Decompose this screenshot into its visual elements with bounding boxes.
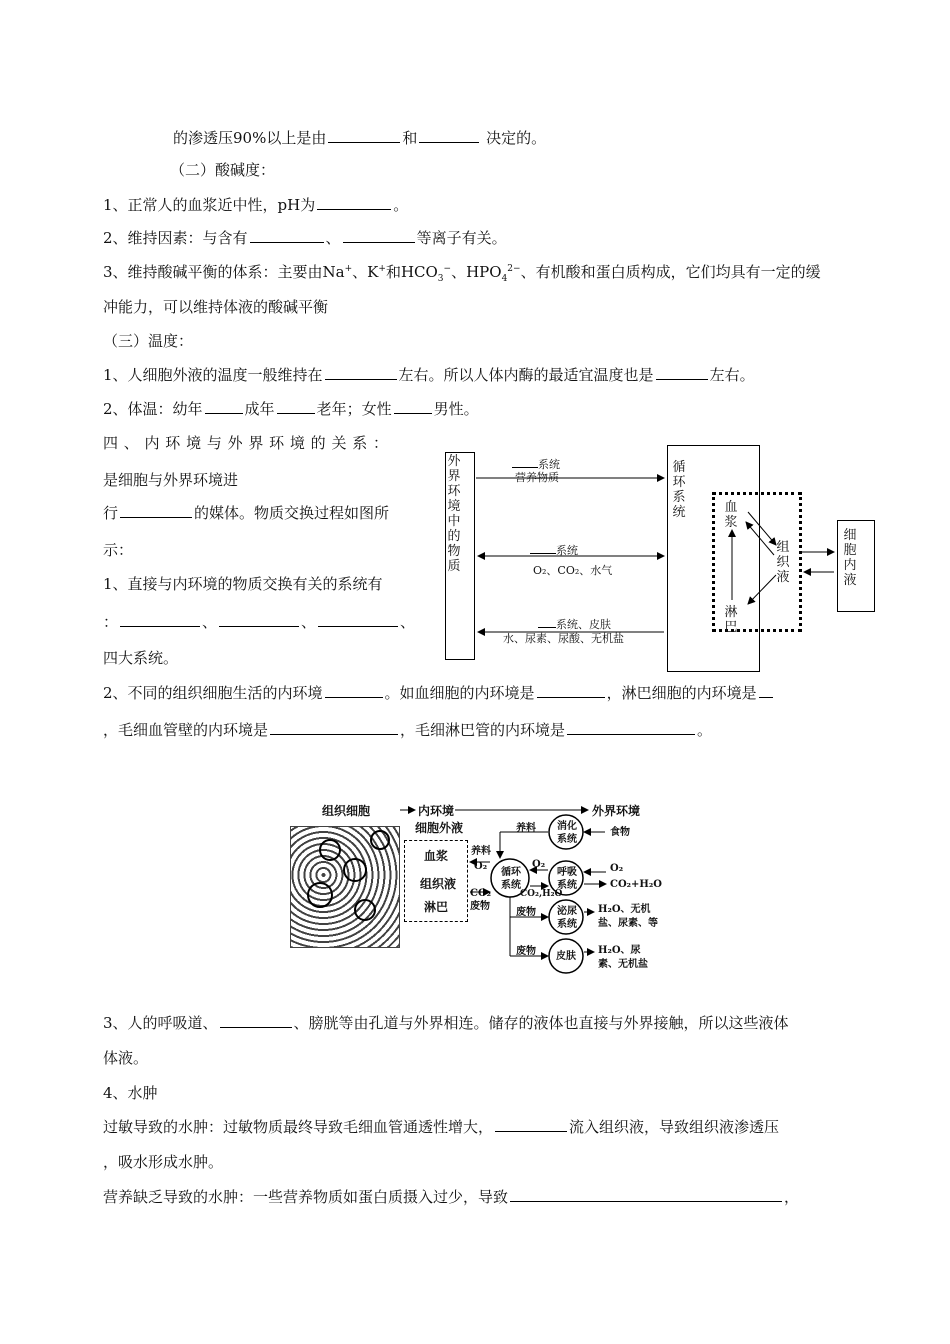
- text-nutrition-edema: 营养缺乏导致的水肿：一些营养物质如蛋白质摄入过少，导致 ，: [103, 1188, 800, 1206]
- o2-right-label: O₂: [610, 863, 624, 874]
- text-environments-2: ，毛细血管壁的内环境是 ，毛细淋巴管的内环境是 。: [103, 721, 713, 739]
- text-osmotic-pressure: 的渗透压90%以上是由 和 决定的。: [173, 129, 547, 147]
- co2h2o-label: CO₂,H₂O: [520, 889, 563, 899]
- text-respiratory-2: 体液。: [103, 1049, 149, 1067]
- outer-substances-label: 外界环境中的物质: [447, 454, 461, 574]
- skin-out-label: H₂O、尿素、无机盐: [598, 945, 648, 970]
- plasma-label-2: 血浆: [424, 849, 449, 863]
- section-title-relation: 四 、 内 环 境 与 外 界 环 境 的 关 系 ：: [103, 434, 389, 452]
- text-buffer-system-cont: 冲能力，可以维持体液的酸碱平衡: [103, 298, 329, 316]
- waste-left-label: 废物: [470, 901, 490, 912]
- food-label: 食物: [610, 827, 630, 838]
- lymph-label-2: 淋巴: [424, 900, 449, 914]
- urinary-label: 泌尿系统: [557, 906, 577, 930]
- text-environments: 2、不同的组织细胞生活的内环境 。如血细胞的内环境是 ，淋巴细胞的内环境是: [103, 683, 775, 703]
- sys2-label: 系统: [530, 543, 578, 557]
- tissue-fluid-label: 组织液: [776, 540, 790, 585]
- waste-label-2: 废物: [516, 946, 536, 957]
- sys3-sub: 水、尿素、尿酸、无机盐: [503, 632, 624, 645]
- tissue-fluid-label-2: 组织液: [420, 877, 457, 891]
- circ-system-label: 循环系统: [501, 867, 521, 891]
- sys2-sub: O₂、CO₂、水气: [533, 564, 613, 577]
- cell-fluid-label: 细胞内液: [843, 528, 857, 588]
- co2-left-label: CO₂: [470, 888, 492, 899]
- waste-label-1: 废物: [516, 907, 536, 918]
- tissue-cells-label: 组织细胞: [322, 804, 371, 818]
- text-edema-title: 4、水肿: [103, 1084, 158, 1102]
- text-temperature: 1、人细胞外液的温度一般维持在 左右。所以人体内酶的最适宜温度也是 左右。: [103, 366, 755, 384]
- text-allergy-edema-2: ，吸水形成水肿。: [103, 1153, 224, 1171]
- text-allergy-edema: 过敏导致的水肿：过敏物质最终导致毛细血管通透性增大， 流入组织液，导致组织液渗透压: [103, 1118, 780, 1136]
- digestive-label: 消化系统: [557, 821, 577, 845]
- o2-mid-label: O₂: [532, 859, 546, 870]
- ecf-label: 细胞外液: [415, 821, 464, 835]
- nutrients-label-2: 养料: [516, 823, 536, 834]
- skin-label: 皮肤: [556, 951, 576, 962]
- blank-resp[interactable]: [220, 1013, 292, 1028]
- blank-nutrition[interactable]: [510, 1187, 782, 1202]
- text-four-systems: 四大系统。: [103, 649, 179, 667]
- text-maintenance: 2、维持因素：与含有 、 等离子有关。: [103, 229, 507, 247]
- plasma-label: 血浆: [724, 500, 738, 530]
- nutrients-label-1: 养料: [471, 846, 491, 857]
- text-respiratory: 3、人的呼吸道、 、膀胱等由孔道与外界相连。储存的液体也直接与外界接触，所以这些液体: [103, 1014, 789, 1032]
- lymph-label: 淋巴: [724, 605, 738, 635]
- section-title-ph: （二）酸碱度：: [170, 161, 276, 179]
- sys1-label: 系统: [512, 457, 560, 471]
- text-body-temp: 2、体温：幼年 成年 老年；女性 男性。: [103, 400, 479, 418]
- section-title-temp: （三）温度：: [103, 332, 194, 350]
- sys3-label: 系统、皮肤: [538, 617, 611, 631]
- circulation-label: 循环系统: [672, 460, 686, 520]
- text-medium-1: 是细胞与外界环境进: [103, 471, 239, 489]
- text-medium-2: 行 的媒体。物质交换过程如图所: [103, 504, 390, 522]
- sys1-sub: 营养物质: [515, 471, 559, 484]
- co2h2o-right-label: CO₂+H₂O: [610, 879, 662, 890]
- blank-allergy[interactable]: [495, 1117, 567, 1132]
- text-buffer-system: 3、维持酸碱平衡的体系：主要由Na+、K+和$HCO_3^-$、$HPO_4^{2-}$、有机酸和蛋白质构成，它们均具有一定的缓: [103, 263, 821, 284]
- resp-label: 呼吸系统: [557, 867, 577, 891]
- text-medium-3: 示：: [103, 541, 134, 559]
- inner-env-label: 内环境: [418, 804, 455, 818]
- text-systems-blanks: ： 、 、 、: [103, 613, 416, 631]
- text-systems: 1、直接与内环境的物质交换有关的系统有: [103, 575, 383, 593]
- text-ph: 1、正常人的血浆近中性，pH为 。: [103, 196, 409, 214]
- o2-left-label: O₂: [474, 861, 488, 872]
- urinary-out-label: H₂O、无机盐、尿素、等: [598, 904, 658, 929]
- outer-env-label: 外界环境: [592, 804, 641, 818]
